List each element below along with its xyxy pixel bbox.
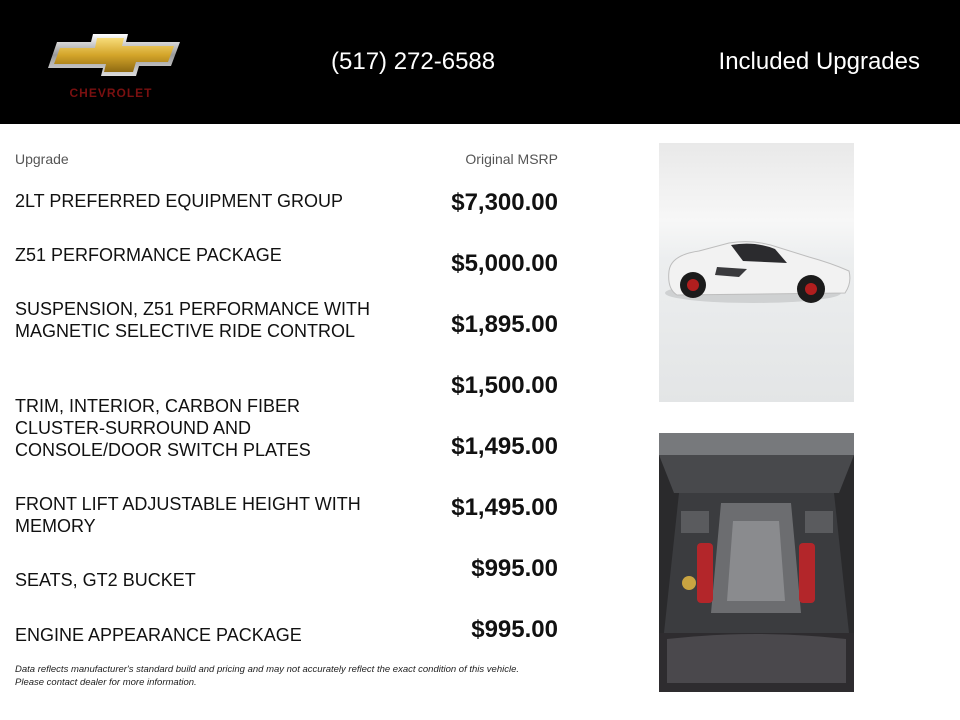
upgrade-name: SEATS, GT2 BUCKET [15,570,196,590]
upgrade-name: SUSPENSION, Z51 PERFORMANCE WITH MAGNETIC SELECTIVE RIDE CONTROL [15,299,371,341]
msrp-value: $1,895.00 [451,311,558,338]
msrp-value: $5,000.00 [451,250,558,277]
engine-bay-photo [659,433,854,692]
upgrade-name: ENGINE APPEARANCE PACKAGE [15,625,302,645]
upgrade-name: 2LT PREFERRED EQUIPMENT GROUP [15,191,344,211]
page-title: Included Upgrades [718,48,920,75]
msrp-value: $1,495.00 [451,433,558,460]
msrp-value: $7,300.00 [451,189,558,216]
msrp-column-header: Original MSRP [465,151,558,167]
chevrolet-logo [40,30,182,102]
disclaimer [15,663,575,689]
upgrade-column-header: Upgrade [15,151,69,167]
upgrade-name: FRONT LIFT ADJUSTABLE HEIGHT WITH MEMORY [15,494,361,536]
upgrade-name: TRIM, INTERIOR, CARBON FIBER CLUSTER-SURROUND AND CONSOLE/DOOR SWITCH PLATES [15,396,311,460]
svg-text:CHEVROLET: CHEVROLET [69,86,153,100]
upgrade-name: Z51 PERFORMANCE PACKAGE [15,245,282,265]
msrp-value: $995.00 [471,555,558,582]
header-bar [0,0,960,124]
msrp-value: $1,495.00 [451,494,558,521]
dealer-phone[interactable]: (517) 272-6588 [331,48,496,75]
disclaimer-line: Please contact dealer for more information. [15,677,197,688]
car-exterior-photo [659,143,854,402]
disclaimer-line: Data reflects manufacturer's standard build and pricing and may not accurately reflect the exact condition of this vehicle. [15,664,519,675]
msrp-value: $1,500.00 [451,372,558,399]
msrp-value: $995.00 [471,616,558,643]
